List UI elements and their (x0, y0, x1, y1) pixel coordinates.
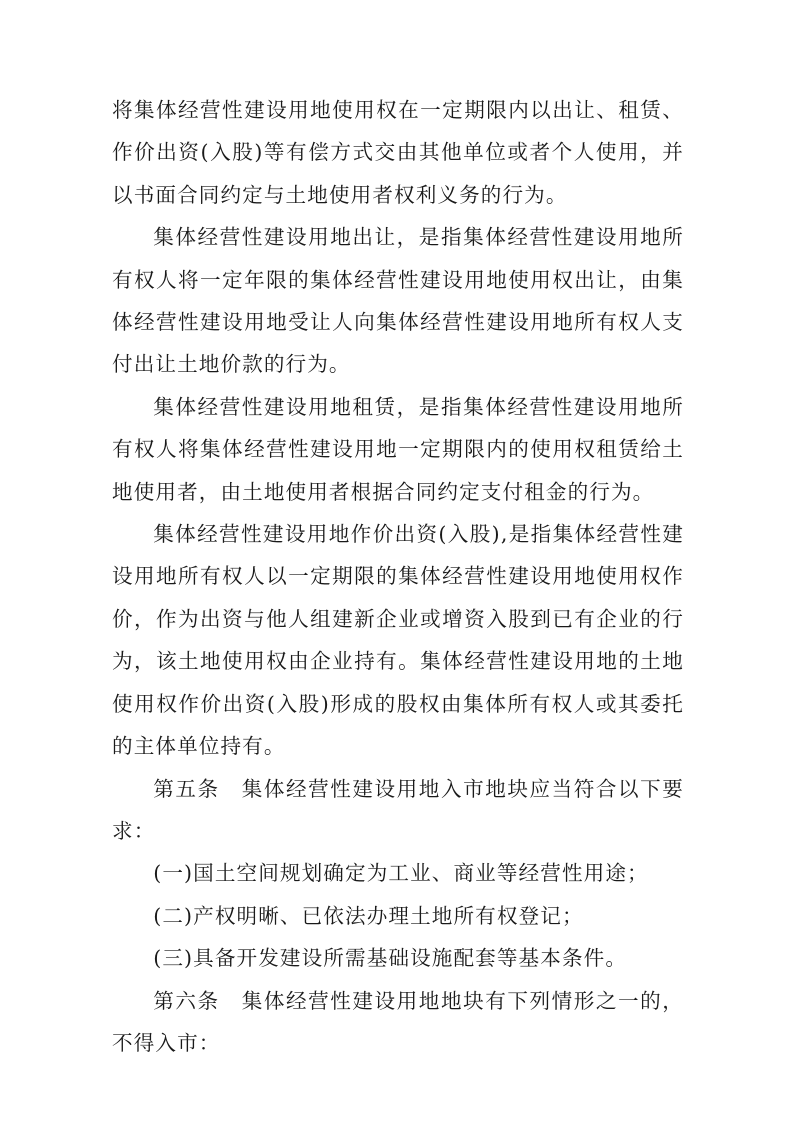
article-5-item-2: (二)产权明晰、已依法办理土地所有权登记； (153, 903, 584, 928)
paragraph-continuation: 将集体经营性建设用地使用权在一定期限内以出让、租赁、作价出资(入股)等有偿方式交由其他单位或者个人使用，并以书面合同约定与土地使用者权利义务的行为。 (112, 98, 684, 207)
article-5-heading: 第五条 集体经营性建设用地入市地块应当符合以下要求： (112, 776, 684, 843)
paragraph-transfer-definition: 集体经营性建设用地出让，是指集体经营性建设用地所有权人将一定年限的集体经营性建设用地使用权出让，由集体经营性建设用地受让人向集体经营性建设用地所有权人支付出让土地价款的行为。 (112, 225, 684, 377)
article-5-item-1: (一)国土空间规划确定为工业、商业等经营性用途； (153, 861, 649, 886)
document-body (112, 89, 684, 1064)
article-6-heading: 第六条 集体经营性建设用地地块有下列情形之一的，不得入市： (112, 988, 684, 1055)
article-5-item-3: (三)具备开发建设所需基础设施配套等基本条件。 (153, 946, 628, 971)
paragraph-lease-definition: 集体经营性建设用地租赁，是指集体经营性建设用地所有权人将集体经营性建设用地一定期限内的使用权租赁给土地使用者，由土地使用者根据合同约定支付租金的行为。 (112, 394, 684, 504)
paragraph-equity-definition: 集体经营性建设用地作价出资(入股),是指集体经营性建设用地所有权人以一定期限的集体经营性建设用地使用权作价，作为出资与他人组建新企业或增资入股到已有企业的行为，该土地使用权由企业持有。集体经营性建设用地的土地使用权作价出资(入股)形成的股权由集体所有权人或其委托的主体单位持有。 (112, 522, 684, 759)
